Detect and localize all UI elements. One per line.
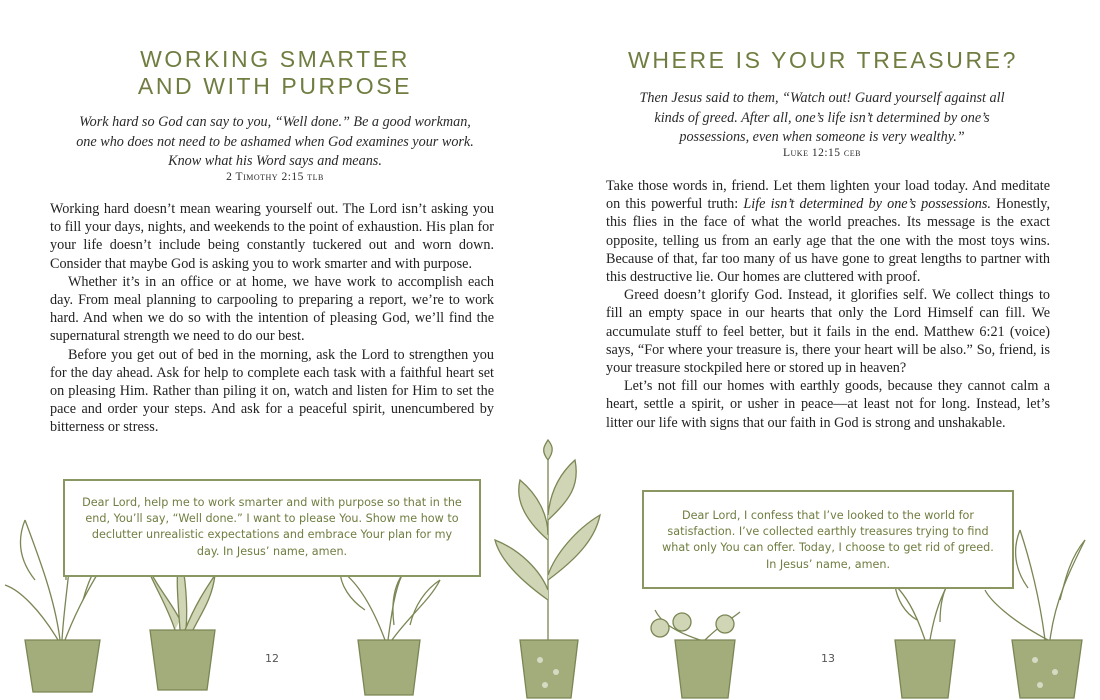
devotional-body	[606, 177, 1050, 432]
right-page	[550, 0, 1100, 700]
page-title	[95, 46, 455, 100]
title-line-1: WORKING SMARTER	[140, 46, 410, 72]
title-line-2: AND WITH PURPOSE	[137, 73, 413, 99]
paragraph-text: Honestly, this flies in the face of what the world preaches. Its message is the exact opposite, telling us from an early age that the one with the most toys wins. Because of that, far too many of us have gone to great lengths to partner with this destructive lie. Our homes are cluttered with proof.	[606, 196, 1050, 286]
scripture-verse: Work hard so God can say to you, “Well done.” Be a good workman, one who does not need to be ashamed when God examines your work. Know what his Word says and means.	[76, 114, 474, 169]
paragraph	[606, 177, 1050, 286]
emphasized-text: Life isn’t determined by one’s possessions.	[743, 196, 991, 213]
paragraph: Whether it’s in an office or at home, we have work to accomplish each day. From meal planning to carpooling to preparing a report, we’re to work hard. And when we do so with the intention of pleasing God, we’ll find the supernatural strength we need to do our best.	[50, 273, 494, 345]
paragraph-text: Take those words in, friend. Let them lighten your load today. And meditate on this powerful truth:	[606, 178, 1050, 213]
paragraph: Working hard doesn’t mean wearing yourself out. The Lord isn’t asking you to fill your days, nights, and weekends to the point of exhaustion. His plan for your life doesn’t include being constantly tuckered out and worn down. Consider that maybe God is asking you to work smarter and with purpose.	[50, 201, 494, 272]
scripture-reference: 2 Timothy 2:15 tlb	[226, 171, 324, 183]
page-number: 13	[821, 652, 835, 665]
devotional-body	[50, 200, 494, 437]
scripture-verse: Then Jesus said to them, “Watch out! Guard yourself against all kinds of greed. After all, one’s life isn’t determined by one’s possessions, even when someone is very wealthy.”	[639, 90, 1005, 145]
paragraph: Let’s not fill our homes with earthly goods, because they cannot calm a heart, settle a spirit, or usher in peace—at least not for long. Instead, let’s litter our life with signs that our faith in God is strong and unshakable.	[606, 378, 1050, 431]
page-number: 12	[265, 652, 279, 665]
scripture-reference: Luke 12:15 ceb	[783, 147, 861, 159]
prayer-box: Dear Lord, help me to work smarter and with purpose so that in the end, You’ll say, “Well done.” I want to please You. Show me how to declutter unrealistic expectations and embrace Your plan for my day. In Jesus’ name, amen.	[63, 479, 481, 577]
page-title: WHERE IS YOUR TREASURE?	[628, 47, 1018, 73]
paragraph: Before you get out of bed in the morning, ask the Lord to strengthen you for the day ahead. Ask for help to complete each task with a faithful heart set on pleasing Him. Rather than piling it on, watch and listen for Him to set the pace and order your steps. And ask for a peaceful spirit, unencumbered by bitterness or stress.	[50, 346, 494, 436]
prayer-box: Dear Lord, I confess that I’ve looked to the world for satisfaction. I’ve collected earthly treasures trying to find what only You can offer. Today, I choose to get rid of greed. In Jesus’ name, amen.	[642, 490, 1014, 589]
paragraph: Greed doesn’t glorify God. Instead, it glorifies self. We collect things to fill an empty space in our hearts that only the Lord Himself can fill. We accumulate stuff to feel better, but it fails in the end. Matthew 6:21 (voice) says, “For where your treasure is, there your heart will be also.” So, friend, is your treasure stockpiled here or stored up in heaven?	[606, 287, 1050, 377]
